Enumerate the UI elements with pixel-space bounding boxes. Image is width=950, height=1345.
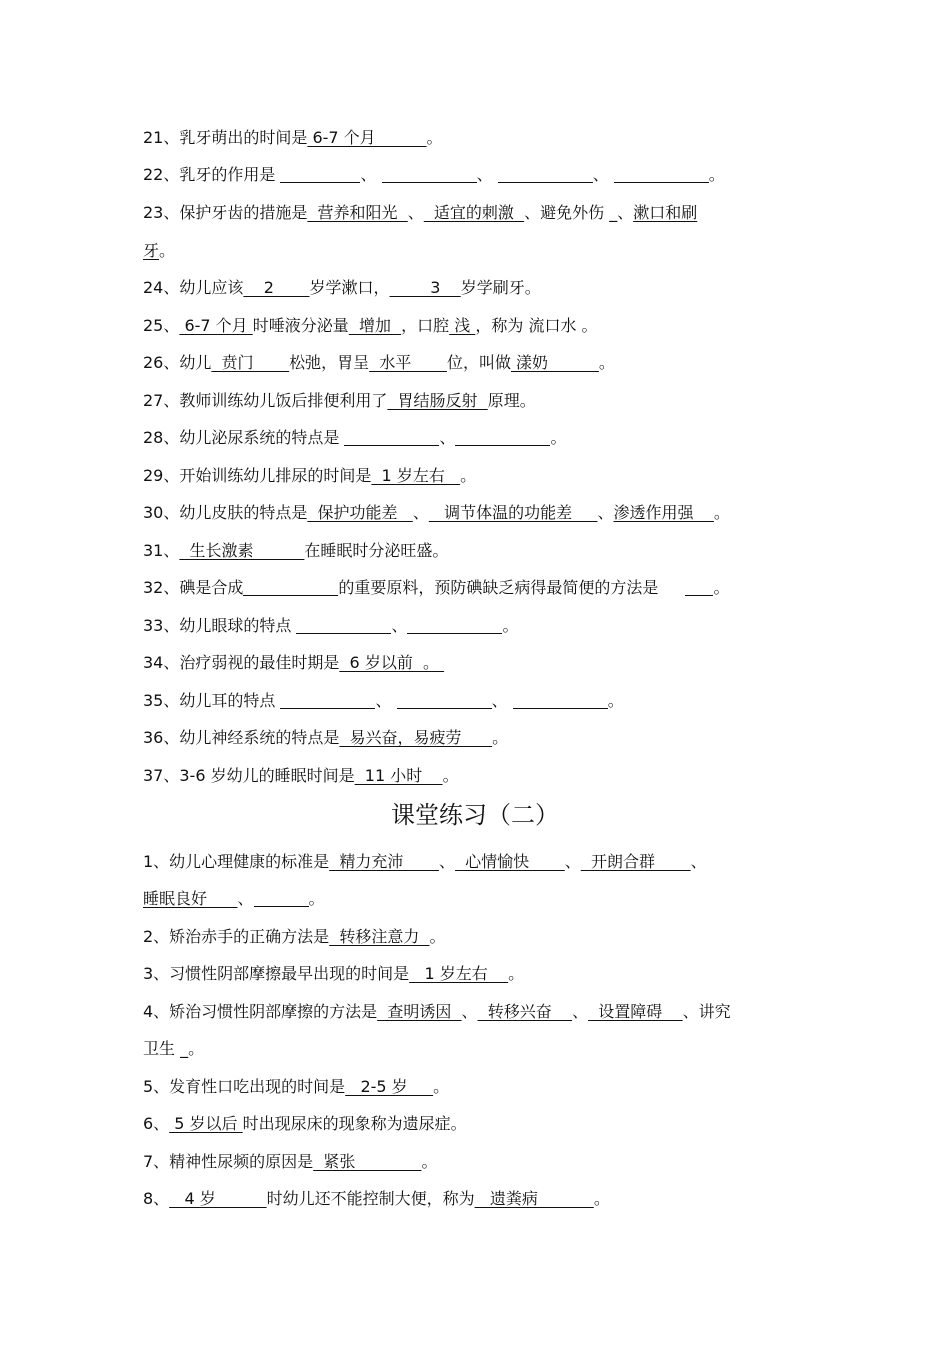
blank xyxy=(280,694,375,709)
question-30: 30、幼儿皮肤的特点是 保护功能差 、 调节体温的功能差 、渗透作用强 。 xyxy=(143,503,730,522)
question-22: 22、乳牙的作用是 、 、 、 。 xyxy=(143,165,725,184)
question-25: 25、 6-7 个月 时唾液分泌量 增加 ，口腔 浅 ，称为 流口水 。 xyxy=(143,316,598,335)
answer: 精力充沛 xyxy=(329,852,439,871)
blank xyxy=(382,168,477,183)
section-title: 课堂练习（二） xyxy=(391,801,559,829)
answer: 牙 xyxy=(143,241,160,260)
question-34: 34、治疗弱视的最佳时期是 6 岁以前 。 xyxy=(143,653,445,672)
practice-7: 7、精神性尿频的原因是 紧张 。 xyxy=(143,1152,438,1171)
question-23: 23、保护牙齿的措施是 营养和阳光 、 适宜的刺激 、避免外伤 _、漱口和刷 xyxy=(143,203,698,222)
question-27: 27、教师训练幼儿饭后排便利用了 胃结肠反射 原理。 xyxy=(143,391,536,410)
answer: 紧张 xyxy=(313,1152,422,1171)
practice-4-continued: 卫生 _。 xyxy=(143,1039,205,1058)
answer: 增加 xyxy=(348,316,402,335)
blank xyxy=(498,168,593,183)
question-36: 36、幼儿神经系统的特点是 易兴奋，易疲劳 。 xyxy=(143,728,509,747)
answer: 11 小时 xyxy=(354,766,443,785)
answer: 胃结肠反射 xyxy=(387,391,488,410)
answer: 5 岁以后 xyxy=(169,1114,243,1133)
practice-1-continued: 睡眠良好 、 。 xyxy=(143,889,325,908)
answer: 调节体温的功能差 xyxy=(428,503,598,522)
question-24: 24、幼儿应该 2 岁学漱口， 3 岁学刷牙。 xyxy=(143,278,541,297)
practice-4: 4、矫治习惯性阴部摩擦的方法是 查明诱因 、 转移兴奋 、 设置障碍 、讲究 xyxy=(143,1002,731,1021)
answer: 生长激素 xyxy=(179,541,305,560)
practice-3: 3、习惯性阴部摩擦最早出现的时间是 1 岁左右 。 xyxy=(143,964,525,983)
answer: 适宜的刺激 xyxy=(423,203,525,222)
question-35: 35、幼儿耳的特点 、 、 。 xyxy=(143,691,624,710)
practice-6: 6、 5 岁以后 时出现尿床的现象称为遗尿症。 xyxy=(143,1114,467,1133)
answer: 2 xyxy=(243,278,310,297)
blank xyxy=(513,694,608,709)
answer: 6 岁以前 。 xyxy=(339,653,445,672)
question-21: 21、乳牙萌出的时间是 6-7 个月 。 xyxy=(143,128,443,147)
answer: 渗透作用强 xyxy=(613,503,714,522)
answer: 4 岁 xyxy=(169,1189,267,1208)
answer: 营养和阳光 xyxy=(307,203,408,222)
answer: 遗粪病 xyxy=(474,1189,594,1208)
blank xyxy=(243,581,338,596)
answer: 转移兴奋 xyxy=(477,1002,573,1021)
blank xyxy=(254,892,309,907)
practice-8: 8、 4 岁 时幼儿还不能控制大便，称为 遗粪病 。 xyxy=(143,1189,610,1208)
answer: 易兴奋，易疲劳 xyxy=(339,728,493,747)
blank xyxy=(280,168,360,183)
answer: 1 岁左右 xyxy=(371,466,461,485)
answer: 2-5 岁 xyxy=(345,1077,434,1096)
blank xyxy=(397,694,492,709)
question-23-continued: 牙。 xyxy=(143,241,176,260)
blank xyxy=(344,431,439,446)
question-37: 37、3-6 岁幼儿的睡眠时间是 11 小时 。 xyxy=(143,766,459,785)
answer: 浅 xyxy=(449,316,476,335)
question-32: 32、碘是合成 的重要原料，预防碘缺乏病得最简便的方法是 。 xyxy=(143,578,730,597)
blank xyxy=(685,581,713,596)
blank xyxy=(614,168,709,183)
answer: 开朗合群 xyxy=(580,852,691,871)
question-28: 28、幼儿泌尿系统的特点是 、 。 xyxy=(143,428,567,447)
answer: 查明诱因 xyxy=(377,1002,462,1021)
answer: 心情愉快 xyxy=(454,852,565,871)
blank xyxy=(455,431,550,446)
blank xyxy=(296,619,391,634)
answer: 1 岁左右 xyxy=(409,964,509,983)
question-33: 33、幼儿眼球的特点 、 。 xyxy=(143,616,519,635)
question-31: 31、 生长激素 在睡眠时分泌旺盛。 xyxy=(143,541,449,560)
question-26: 26、幼儿 贲门 松弛，胃呈 水平 位，叫做 漾奶 。 xyxy=(143,353,615,372)
answer: 设置障碍 xyxy=(588,1002,683,1021)
answer: 漾奶 xyxy=(510,353,599,372)
answer: 贲门 xyxy=(211,353,290,372)
practice-5: 5、发育性口吃出现的时间是 2-5 岁 。 xyxy=(143,1077,450,1096)
answer: 睡眠良好 xyxy=(143,889,238,908)
blank xyxy=(407,619,502,634)
answer: 6-7 个月 xyxy=(179,316,253,335)
practice-1: 1、幼儿心理健康的标准是 精力充沛 、 心情愉快 、 开朗合群 、 xyxy=(143,852,707,871)
answer: 保护功能差 xyxy=(307,503,413,522)
answer: 转移注意力 xyxy=(329,927,430,946)
answer: 3 xyxy=(389,278,461,297)
question-29: 29、开始训练幼儿排尿的时间是 1 岁左右 。 xyxy=(143,466,477,485)
answer: 水平 xyxy=(369,353,447,372)
answer: 漱口和刷 xyxy=(633,203,698,222)
answer: 6-7 个月 xyxy=(307,128,427,147)
practice-2: 2、矫治赤手的正确方法是 转移注意力 。 xyxy=(143,927,446,946)
